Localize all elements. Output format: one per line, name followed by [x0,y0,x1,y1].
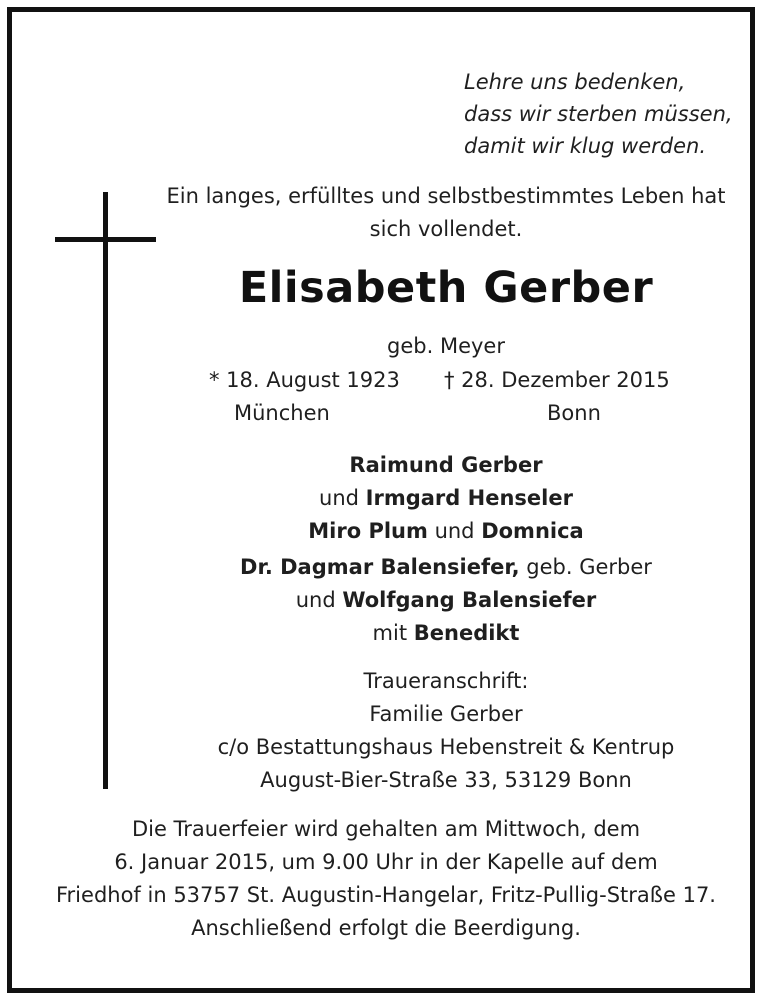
quote-line-1: Lehre uns bedenken, [464,70,686,94]
obituary-notice [7,7,755,993]
mourner-line-2: und Irmgard Henseler [319,486,573,510]
address-label: Traueranschrift: [363,669,529,693]
quote-line-2: dass wir sterben müssen, [464,102,733,126]
death-date: † 28. Dezember 2015 [444,368,670,392]
address-line-1: Familie Gerber [369,702,523,726]
quote-line-3: damit wir klug werden. [464,134,706,158]
mourner-line-4: Dr. Dagmar Balensiefer, geb. Gerber [240,555,652,579]
service-line-1: Die Trauerfeier wird gehalten am Mittwoch, dem [131,817,641,841]
service-line-4: Anschließend erfolgt die Beerdigung. [191,916,581,940]
birth-date: * 18. August 1923 [209,368,400,392]
mourner-line-3: Miro Plum und Domnica [308,519,584,543]
service-line-3: Friedhof in 53757 St. Augustin-Hangelar, Fritz-Pullig-Straße 17. [56,883,716,907]
mourner-line-5: und Wolfgang Balensiefer [295,588,597,612]
mourner-line-1: Raimund Gerber [349,453,543,477]
maiden-name: geb. Meyer [387,334,505,358]
death-place: Bonn [547,401,601,425]
intro-line-2: sich vollendet. [369,217,523,241]
birth-place: München [234,401,330,425]
deceased-name: Elisabeth Gerber [238,263,654,313]
intro-line-1: Ein langes, erfülltes und selbstbestimmtes Leben hat [166,184,726,208]
service-line-2: 6. Januar 2015, um 9.00 Uhr in der Kapelle auf dem [114,850,658,874]
mourner-line-6: mit Benedikt [372,621,520,645]
address-line-2: c/o Bestattungshaus Hebenstreit & Kentrup [217,735,675,759]
address-line-3: August-Bier-Straße 33, 53129 Bonn [260,768,632,792]
